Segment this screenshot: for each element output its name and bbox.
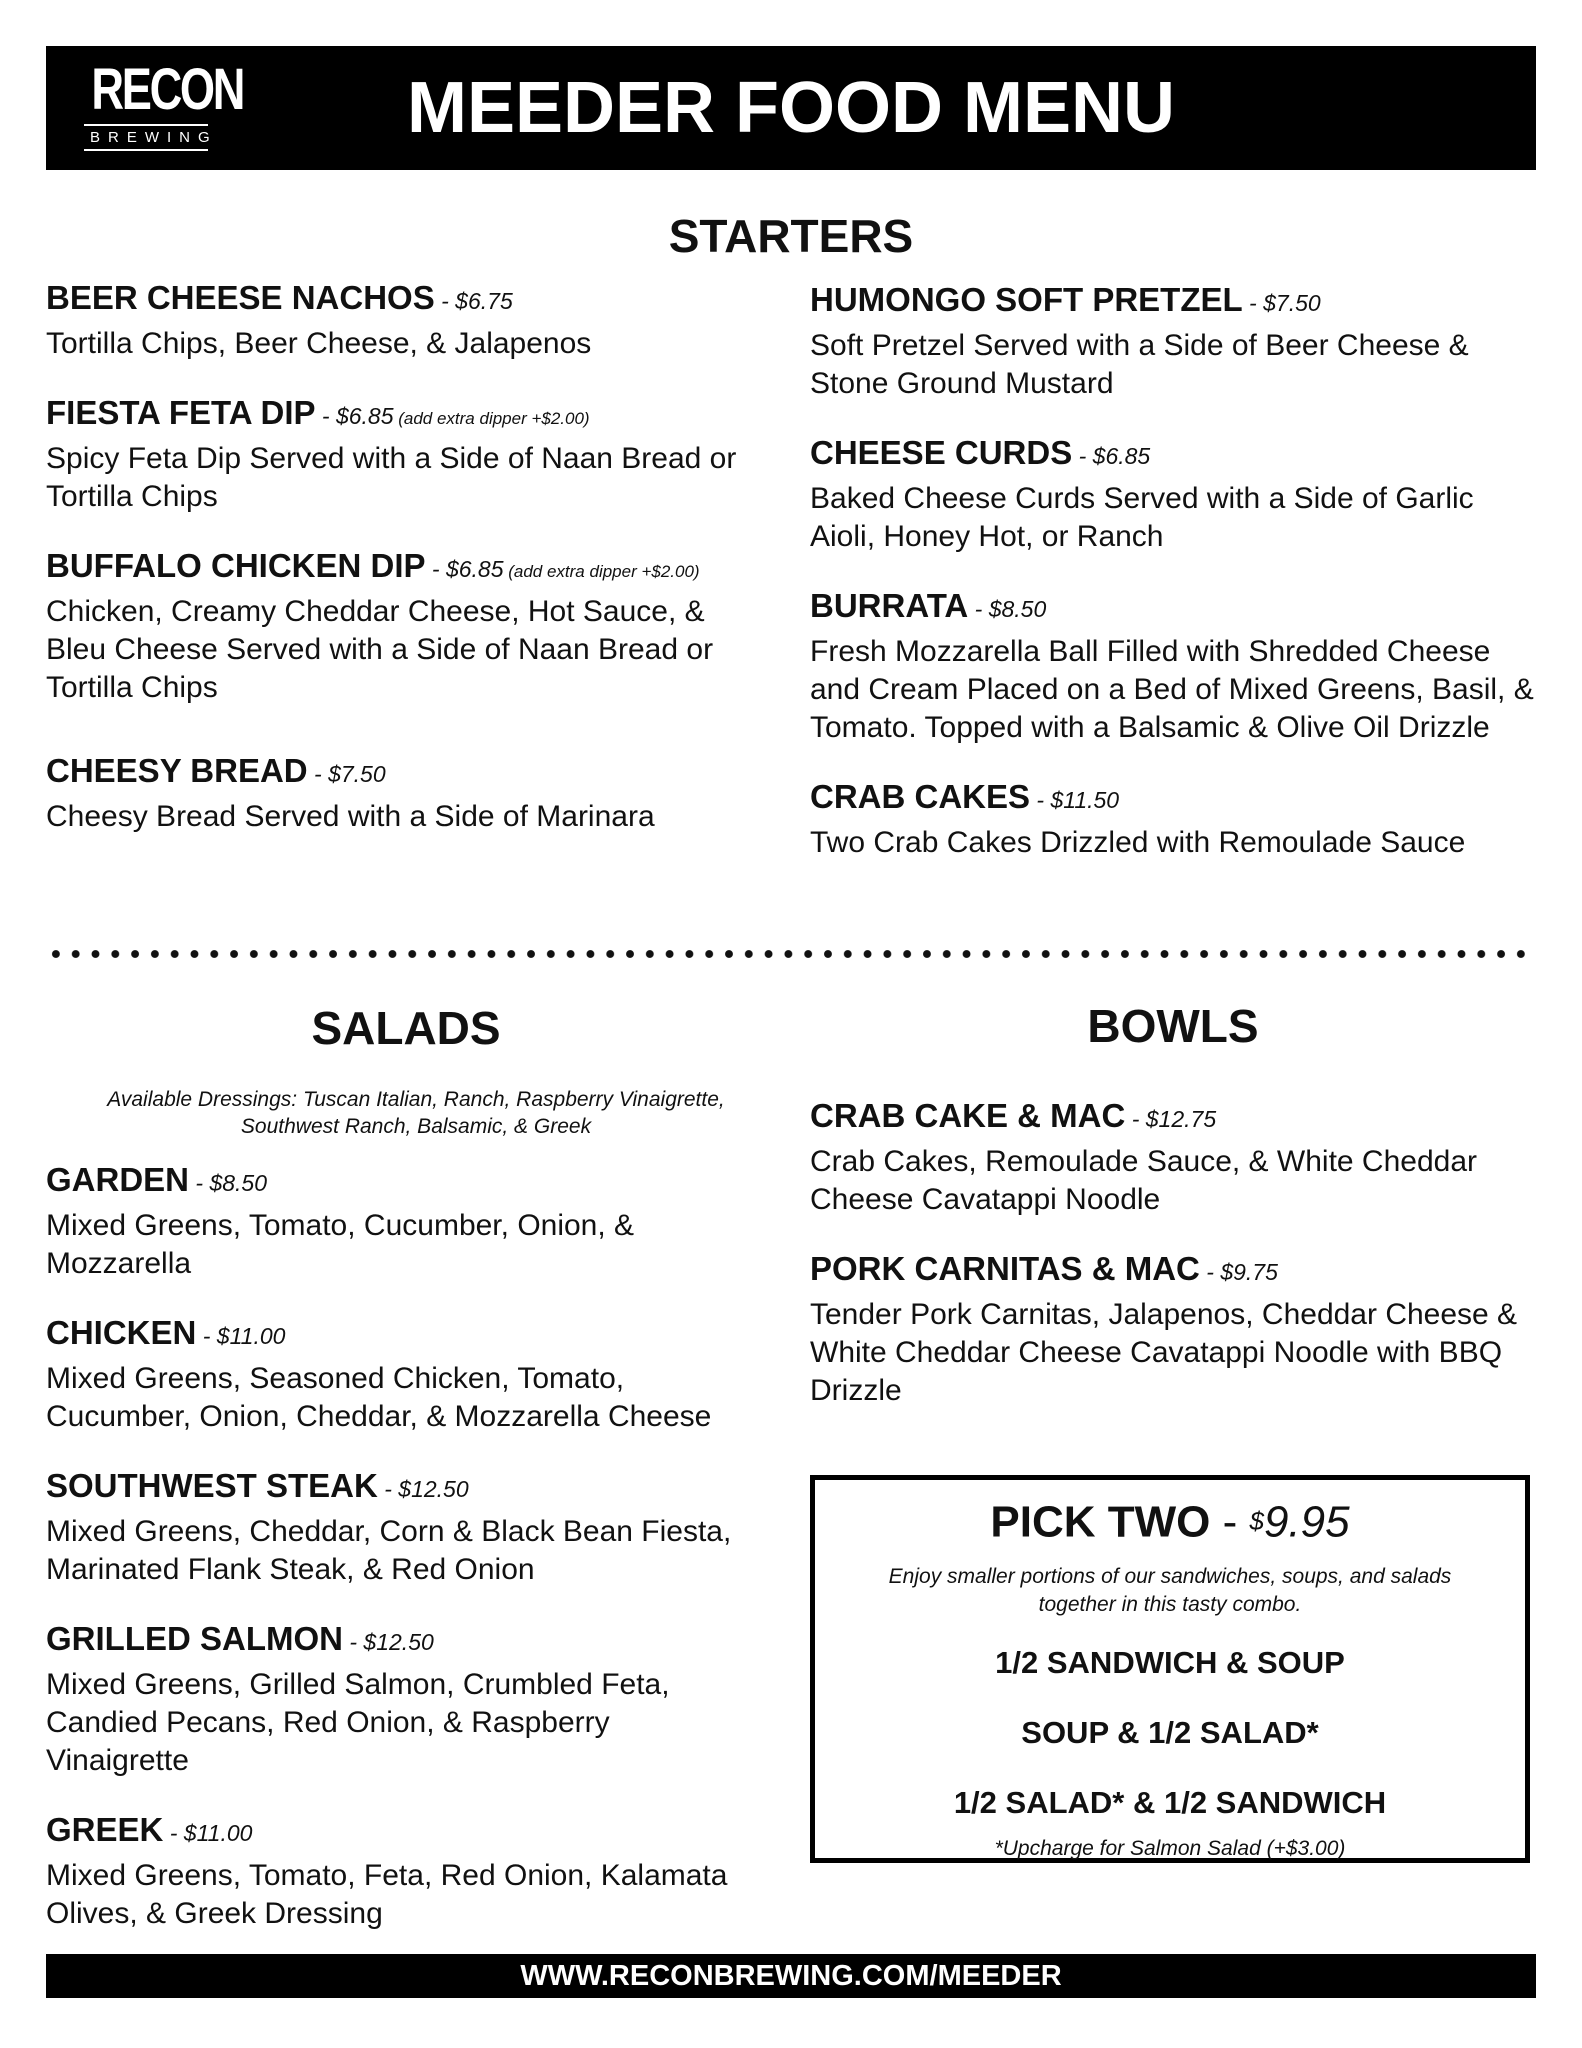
menu-item — [46, 1810, 776, 1933]
pick-two-option: SOUP & 1/2 SALAD* — [1021, 1715, 1319, 1751]
item-description: Tortilla Chips, Beer Cheese, & Jalapenos — [46, 327, 592, 360]
starters-left-column — [46, 278, 776, 866]
website-url[interactable]: WWW.RECONBREWING.COM/MEEDER — [520, 1960, 1062, 1992]
menu-item — [46, 1619, 776, 1780]
salads-heading: SALADS — [311, 1002, 501, 1054]
item-description: Tender Pork Carnitas, Jalapenos, Cheddar Cheese & White Cheddar Cheese Cavatappi Noodle with BBQ Drizzle — [810, 1298, 1518, 1407]
menu-item — [810, 433, 1536, 556]
item-price: - $7.50 — [1242, 290, 1321, 316]
pick-two-separator: - — [1210, 1497, 1250, 1547]
menu-item — [46, 278, 776, 363]
item-description: Mixed Greens, Grilled Salmon, Crumbled Feta, Candied Pecans, Red Onion, & Raspberry Vinaigrette — [46, 1668, 670, 1777]
item-description: Cheesy Bread Served with a Side of Marinara — [46, 800, 655, 833]
starters-right-column — [810, 280, 1536, 892]
item-price: - $11.00 — [196, 1323, 286, 1349]
item-name: GRILLED SALMON — [46, 1620, 343, 1657]
bowls-heading: BOWLS — [1087, 1000, 1259, 1052]
header-bar — [46, 46, 1536, 170]
dressings-note: Available Dressings: Tuscan Italian, Ranch, Raspberry Vinaigrette, Southwest Ranch, Balsamic, & Greek — [107, 1088, 725, 1138]
item-price: - $6.85 — [315, 403, 394, 429]
item-price: - $12.75 — [1125, 1106, 1217, 1132]
item-description: Baked Cheese Curds Served with a Side of Garlic Aioli, Honey Hot, or Ranch — [810, 482, 1474, 553]
pick-two-title — [815, 1494, 1525, 1559]
item-description: Spicy Feta Dip Served with a Side of Naan Bread or Tortilla Chips — [46, 442, 737, 513]
pick-two-price: 9.95 — [1263, 1497, 1350, 1547]
item-price: - $7.50 — [307, 761, 386, 787]
logo-word: RECON — [91, 57, 244, 122]
item-price: - $12.50 — [342, 1629, 434, 1655]
item-note: (add extra dipper +$2.00) — [503, 562, 700, 581]
item-name: CHEESY BREAD — [46, 752, 308, 789]
item-note: (add extra dipper +$2.00) — [393, 409, 590, 428]
logo-subtitle: BREWING — [84, 124, 208, 151]
item-name: FIESTA FETA DIP — [46, 394, 316, 431]
bowls-column — [810, 1096, 1536, 1440]
menu-item — [810, 1249, 1536, 1410]
item-description: Two Crab Cakes Drizzled with Remoulade Sauce — [810, 826, 1466, 859]
item-name: CRAB CAKES — [810, 778, 1031, 815]
item-price: - $9.75 — [1199, 1259, 1278, 1285]
item-price: - $8.50 — [189, 1170, 268, 1196]
item-description: Chicken, Creamy Cheddar Cheese, Hot Sauce, & Bleu Cheese Served with a Side of Naan Bread or Tortilla Chips — [46, 595, 714, 704]
menu-item — [46, 1466, 776, 1589]
item-description: Mixed Greens, Tomato, Cucumber, Onion, & Mozzarella — [46, 1209, 635, 1280]
item-price: - $11.50 — [1030, 787, 1120, 813]
item-name: SOUTHWEST STEAK — [46, 1467, 378, 1504]
item-price: - $6.85 — [1072, 443, 1151, 469]
item-name: BEER CHEESE NACHOS — [46, 279, 435, 316]
pick-two-footnote: *Upcharge for Salmon Salad (+$3.00) — [994, 1837, 1346, 1861]
item-name: BUFFALO CHICKEN DIP — [46, 547, 426, 584]
item-name: BURRATA — [810, 587, 969, 624]
item-price: - $8.50 — [968, 596, 1047, 622]
menu-item — [46, 1160, 776, 1283]
pick-two-name: PICK TWO — [990, 1497, 1211, 1547]
menu-item — [810, 777, 1536, 862]
item-price: - $6.75 — [434, 288, 513, 314]
dotted-divider — [46, 948, 1536, 960]
footer-bar — [46, 1954, 1536, 1998]
item-description: Mixed Greens, Tomato, Feta, Red Onion, Kalamata Olives, & Greek Dressing — [46, 1859, 728, 1930]
item-description: Mixed Greens, Cheddar, Corn & Black Bean Fiesta, Marinated Flank Steak, & Red Onion — [46, 1515, 732, 1586]
page-title: MEEDER FOOD MENU — [406, 68, 1176, 148]
item-price: - $11.00 — [163, 1820, 253, 1846]
item-name: GREEK — [46, 1811, 164, 1848]
pick-two-description: Enjoy smaller portions of our sandwiches, soups, and salads together in this tasty combo. — [888, 1565, 1452, 1617]
pick-two-box — [810, 1475, 1530, 1863]
item-name: CHICKEN — [46, 1314, 197, 1351]
item-name: CRAB CAKE & MAC — [810, 1097, 1126, 1134]
item-price: - $12.50 — [377, 1476, 469, 1502]
menu-item — [46, 393, 776, 516]
item-description: Soft Pretzel Served with a Side of Beer Cheese & Stone Ground Mustard — [810, 329, 1469, 400]
menu-item — [46, 751, 776, 836]
menu-item — [810, 1096, 1536, 1219]
pick-two-dollar-sign: $ — [1249, 1506, 1264, 1536]
menu-item — [810, 586, 1536, 747]
item-description: Mixed Greens, Seasoned Chicken, Tomato, Cucumber, Onion, Cheddar, & Mozzarella Cheese — [46, 1362, 712, 1433]
pick-two-option: 1/2 SALAD* & 1/2 SANDWICH — [953, 1785, 1387, 1821]
item-name: CHEESE CURDS — [810, 434, 1073, 471]
item-name: HUMONGO SOFT PRETZEL — [810, 281, 1243, 318]
pick-two-option: 1/2 SANDWICH & SOUP — [995, 1645, 1345, 1681]
item-name: GARDEN — [46, 1161, 190, 1198]
item-price: - $6.85 — [425, 556, 504, 582]
menu-item — [46, 546, 776, 707]
item-description: Crab Cakes, Remoulade Sauce, & White Cheddar Cheese Cavatappi Noodle — [810, 1145, 1478, 1216]
salads-column — [46, 1086, 776, 1963]
menu-item — [46, 1313, 776, 1436]
starters-heading: STARTERS — [668, 210, 914, 262]
item-name: PORK CARNITAS & MAC — [810, 1250, 1200, 1287]
item-description: Fresh Mozzarella Ball Filled with Shredded Cheese and Cream Placed on a Bed of Mixed Greens, Basil, & Tomato. Topped with a Balsamic & Olive Oil Drizzle — [810, 635, 1534, 744]
menu-item — [810, 280, 1536, 403]
